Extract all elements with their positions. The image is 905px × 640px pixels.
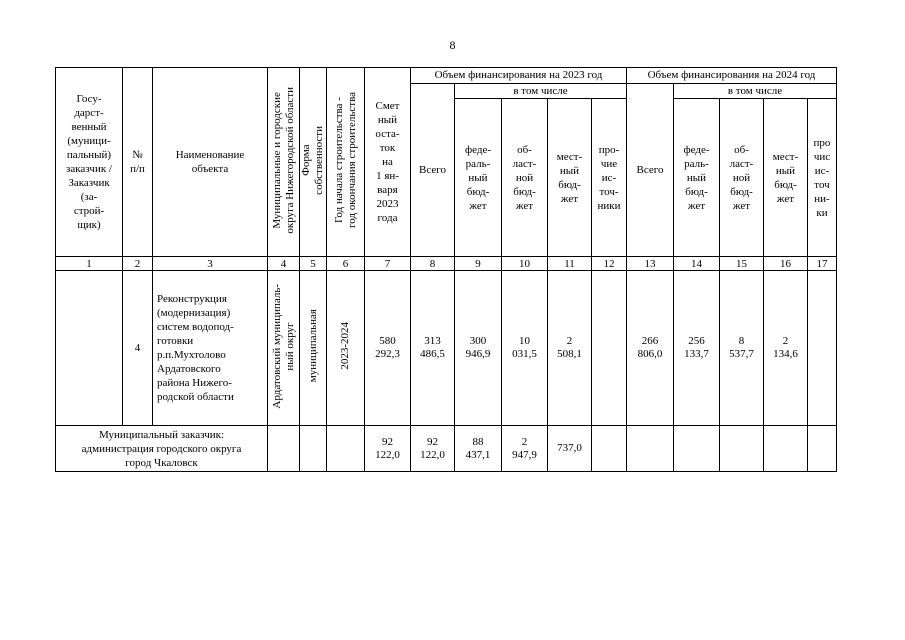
header-federal-2024: феде- раль- ный бюд- жет — [674, 99, 720, 257]
row-other-2023 — [592, 271, 627, 426]
header-local-2023: мест- ный бюд- жет — [548, 99, 592, 257]
header-regional-2023: об- ласт- ной бюд- жет — [502, 99, 548, 257]
column-number: 3 — [153, 257, 268, 271]
header-estimate: Смет ный оста- ток на 1 ян- варя 2023 года — [365, 68, 411, 257]
summary-empty-cell — [720, 426, 764, 472]
column-number: 4 — [268, 257, 300, 271]
row-years-cell — [327, 271, 365, 426]
header-years: Год начала строительства - год окончания строительства — [332, 92, 358, 228]
column-numbers-row — [56, 257, 837, 271]
summary-empty-cell — [674, 426, 720, 472]
row-local-2024: 2 134,6 — [764, 271, 808, 426]
row-federal-2023: 300 946,9 — [455, 271, 502, 426]
summary-row — [56, 426, 837, 472]
summary-empty-cell — [268, 426, 300, 472]
summary-empty-cell — [627, 426, 674, 472]
column-number: 10 — [502, 257, 548, 271]
table-row — [56, 271, 837, 426]
column-number: 6 — [327, 257, 365, 271]
header-total-2024: Всего — [627, 84, 674, 257]
summary-empty-cell — [300, 426, 327, 472]
header-object-name: Наименование объекта — [153, 68, 268, 257]
column-number: 14 — [674, 257, 720, 271]
row-municipality-cell — [268, 271, 300, 426]
column-number: 7 — [365, 257, 411, 271]
row-ownership-cell — [300, 271, 327, 426]
summary-local-2023: 737,0 — [548, 426, 592, 472]
row-total-2023: 313 486,5 — [411, 271, 455, 426]
header-local-2024: мест- ный бюд- жет — [764, 99, 808, 257]
header-funding-2023: Объем финансирования на 2023 год — [411, 68, 627, 84]
header-municipality: Муниципальные и городские округа Нижегородской области — [270, 86, 296, 234]
summary-empty-cell — [764, 426, 808, 472]
row-num: 4 — [123, 271, 153, 426]
row-regional-2023: 10 031,5 — [502, 271, 548, 426]
row-total-2024: 266 806,0 — [627, 271, 674, 426]
summary-customer: Муниципальный заказчик: администрация городского округа город Чкаловск — [56, 426, 268, 472]
column-number: 12 — [592, 257, 627, 271]
row-local-2023: 2 508,1 — [548, 271, 592, 426]
summary-federal-2023: 88 437,1 — [455, 426, 502, 472]
column-number: 2 — [123, 257, 153, 271]
header-federal-2023: феде- раль- ный бюд- жет — [455, 99, 502, 257]
column-number: 16 — [764, 257, 808, 271]
summary-empty-cell — [808, 426, 837, 472]
page-number: 8 — [449, 38, 456, 52]
row-ownership: муниципальная — [306, 309, 319, 383]
column-number: 8 — [411, 257, 455, 271]
column-number: 1 — [56, 257, 123, 271]
header-regional-2024: об- ласт- ной бюд- жет — [720, 99, 764, 257]
header-other-2024: про чис ис- точ ни- ки — [808, 99, 837, 257]
row-customer — [56, 271, 123, 426]
row-estimate: 580 292,3 — [365, 271, 411, 426]
summary-estimate: 92 122,0 — [365, 426, 411, 472]
header-customer: Госу- дарст- венный (муници- пальный) заказчик / Заказчик (за- строй- щик) — [56, 68, 123, 257]
header-municipality-cell — [268, 68, 300, 257]
row-federal-2024: 256 133,7 — [674, 271, 720, 426]
column-number: 9 — [455, 257, 502, 271]
row-other-2024 — [808, 271, 837, 426]
header-including-2024: в том числе — [674, 84, 837, 99]
header-ownership-cell — [300, 68, 327, 257]
row-regional-2024: 8 537,7 — [720, 271, 764, 426]
column-number: 17 — [808, 257, 837, 271]
summary-empty-cell — [592, 426, 627, 472]
header-funding-2024: Объем финансирования на 2024 год — [627, 68, 837, 84]
summary-empty-cell — [327, 426, 365, 472]
row-years: 2023-2024 — [339, 322, 351, 370]
header-other-2023: про- чие ис- точ- ники — [592, 99, 627, 257]
summary-regional-2023: 2 947,9 — [502, 426, 548, 472]
column-number: 15 — [720, 257, 764, 271]
row-object-name: Реконструкция (модернизация) систем водопод- готовки р.п.Мухтолово Ардатовского района Нижего- родской области — [153, 271, 268, 426]
column-number: 11 — [548, 257, 592, 271]
header-num: № п/п — [123, 68, 153, 257]
header-including-2023: в том числе — [455, 84, 627, 99]
column-number: 13 — [627, 257, 674, 271]
header-years-cell — [327, 68, 365, 257]
row-municipality: Ардатовский муниципаль- ный округ — [270, 283, 296, 409]
header-ownership: Форма собственности — [300, 125, 325, 195]
summary-total-2023: 92 122,0 — [411, 426, 455, 472]
column-number: 5 — [300, 257, 327, 271]
header-total-2023: Всего — [411, 84, 455, 257]
financing-table — [55, 67, 837, 472]
